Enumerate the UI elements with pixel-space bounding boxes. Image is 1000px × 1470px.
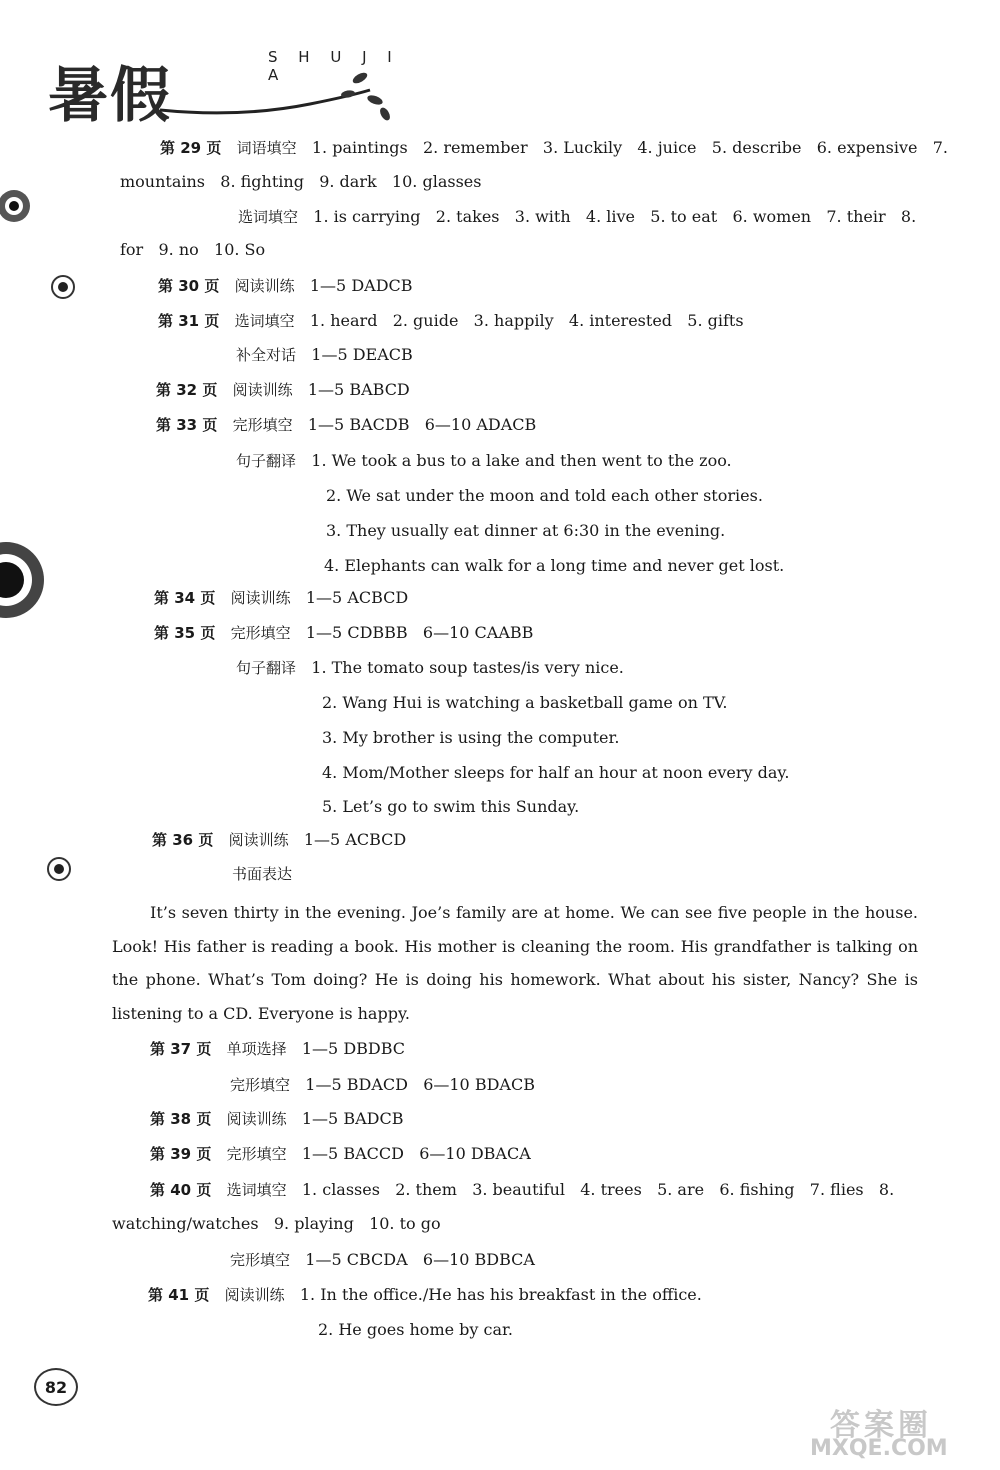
page-ref: 第 40 页 — [150, 1181, 212, 1199]
page-ref: 第 35 页 — [154, 624, 216, 642]
category-label: 选词填空 — [234, 312, 295, 330]
answer-continuation: for 9. no 10. So — [120, 240, 266, 259]
answer-row — [238, 207, 916, 227]
answer-row — [158, 311, 744, 331]
category-label: 完形填空 — [230, 1251, 291, 1269]
answer-row — [156, 415, 536, 435]
answer-row — [154, 588, 408, 608]
binding-hole-icon — [0, 186, 40, 226]
category-label: 选词填空 — [226, 1181, 287, 1199]
answers: 1—5 DADCB — [309, 276, 413, 295]
watermark — [770, 1400, 990, 1460]
category-label: 阅读训练 — [224, 1286, 285, 1304]
answer-row — [160, 138, 948, 158]
page-ref: 第 41 页 — [148, 1286, 210, 1304]
essay-paragraph: It’s seven thirty in the evening. Joe’s family are at home. We can see five people in the house. Look! His father is reading a book. His mother is cleaning the room. His grandfather is talking on the phone. What’s Tom doing? He is doing his homework. What about his sister, Nancy? She is listening to a CD. Everyone is happy. — [112, 903, 918, 1023]
answer-row — [150, 1109, 403, 1129]
page-ref: 第 34 页 — [154, 589, 216, 607]
category-label: 阅读训练 — [234, 277, 295, 295]
page-ref: 第 38 页 — [150, 1110, 212, 1128]
answers: 1—5 DBDBC — [301, 1039, 406, 1058]
answer-continuation: 4. Elephants can walk for a long time and never get lost. — [324, 556, 785, 575]
answer-row — [232, 864, 292, 884]
answers: 1—5 BACDB 6—10 ADACB — [307, 415, 537, 434]
category-label: 完形填空 — [230, 1076, 291, 1094]
answer-continuation: 3. My brother is using the computer. — [322, 728, 620, 747]
answers: 1. The tomato soup tastes/is very nice. — [311, 658, 624, 677]
binding-hole-icon — [0, 540, 50, 620]
answer-continuation: 2. Wang Hui is watching a basketball game on TV. — [322, 693, 728, 712]
answers: 1—5 CBCDA 6—10 BDBCA — [305, 1250, 535, 1269]
header-decoration: S H U J I A — [268, 48, 400, 84]
answer-row — [230, 1250, 535, 1270]
answers: 1—5 BACCD 6—10 DBACA — [301, 1144, 531, 1163]
answer-row — [150, 1180, 894, 1200]
category-label: 阅读训练 — [230, 589, 291, 607]
answers: 1. classes 2. them 3. beautiful 4. trees 5. are 6. fishing 7. flies 8. — [301, 1180, 895, 1199]
answers: 1—5 BADCB — [301, 1109, 404, 1128]
category-label: 词语填空 — [236, 139, 297, 157]
page-ref: 第 31 页 — [158, 312, 220, 330]
category-label: 选词填空 — [238, 208, 299, 226]
page-number: 82 — [34, 1368, 78, 1406]
category-label: 补全对话 — [236, 346, 297, 364]
answers: 1—5 CDBBB 6—10 CAABB — [305, 623, 534, 642]
answers: 1. is carrying 2. takes 3. with 4. live 5. to eat 6. women 7. their 8. — [313, 207, 917, 226]
watermark-logo: 答案圈 — [830, 1408, 932, 1443]
page-ref: 第 36 页 — [152, 831, 214, 849]
watermark-url: MXQE.COM — [810, 1436, 948, 1461]
answer-continuation: 3. They usually eat dinner at 6:30 in the evening. — [326, 521, 726, 540]
category-label: 句子翻译 — [236, 452, 297, 470]
page-ref: 第 32 页 — [156, 381, 218, 399]
category-label: 完形填空 — [230, 624, 291, 642]
answer-continuation: 2. We sat under the moon and told each other stories. — [326, 486, 763, 505]
answer-row — [236, 451, 732, 471]
answer-continuation: watching/watches 9. playing 10. to go — [112, 1214, 441, 1233]
category-label: 阅读训练 — [226, 1110, 287, 1128]
answers: 1. We took a bus to a lake and then went to the zoo. — [311, 451, 732, 470]
target-bullet-icon — [46, 856, 72, 882]
answer-continuation: 5. Let’s go to swim this Sunday. — [322, 797, 580, 816]
answers: 1—5 BDACD 6—10 BDACB — [305, 1075, 535, 1094]
category-label: 阅读训练 — [232, 381, 293, 399]
answer-row — [150, 1039, 405, 1059]
answers: 1. heard 2. guide 3. happily 4. interested 5. gifts — [309, 311, 744, 330]
category-label: 句子翻译 — [236, 659, 297, 677]
answer-row — [236, 658, 624, 678]
answer-row — [150, 1144, 531, 1164]
category-label: 书面表达 — [232, 865, 293, 883]
page-ref: 第 30 页 — [158, 277, 220, 295]
answers: 1—5 ACBCD — [305, 588, 409, 607]
answer-row — [152, 830, 406, 850]
page-ref: 第 33 页 — [156, 416, 218, 434]
category-label: 完形填空 — [232, 416, 293, 434]
answers: 1. paintings 2. remember 3. Luckily 4. juice 5. describe 6. expensive 7. — [311, 138, 948, 157]
answer-row — [230, 1075, 535, 1095]
answers: 1. In the office./He has his breakfast in the office. — [299, 1285, 702, 1304]
answer-row — [148, 1285, 702, 1305]
category-label: 完形填空 — [226, 1145, 287, 1163]
category-label: 单项选择 — [226, 1040, 287, 1058]
page-ref: 第 29 页 — [160, 139, 222, 157]
page-ref: 第 37 页 — [150, 1040, 212, 1058]
page-header — [40, 30, 400, 131]
page-ref: 第 39 页 — [150, 1145, 212, 1163]
answer-row — [154, 623, 533, 643]
target-bullet-icon — [50, 274, 76, 300]
answer-continuation: 2. He goes home by car. — [318, 1320, 514, 1339]
category-label: 阅读训练 — [228, 831, 289, 849]
answers: 1—5 ACBCD — [303, 830, 407, 849]
answer-row — [236, 345, 413, 365]
header-title: 暑假 — [48, 61, 172, 131]
answer-continuation: mountains 8. fighting 9. dark 10. glasses — [120, 172, 482, 191]
answer-row — [158, 276, 413, 296]
answers: 1—5 DEACB — [311, 345, 413, 364]
answer-row — [156, 380, 410, 400]
answer-continuation: 4. Mom/Mother sleeps for half an hour at noon every day. — [322, 763, 790, 782]
answers: 1—5 BABCD — [307, 380, 410, 399]
